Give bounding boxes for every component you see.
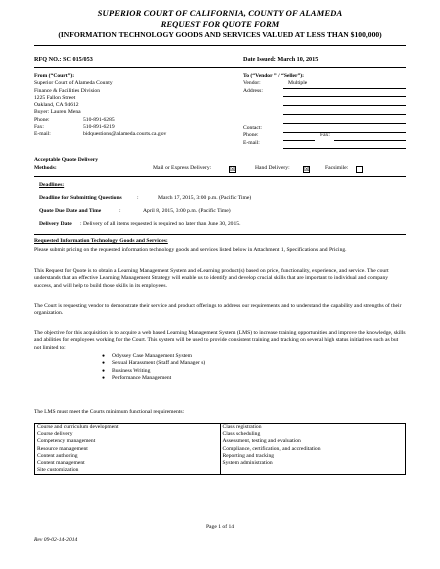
requested-heading: Requested Information Technology Goods and Services: <box>34 238 168 244</box>
deadlines-heading: Deadlines: <box>39 182 65 188</box>
rfq-number: RFQ NO.: SC 015/053 <box>34 56 93 63</box>
list-item: ● Performance Management <box>96 375 396 382</box>
deadlines-rule <box>34 234 406 235</box>
list-item: ● Sexual Harassment (Staff and Manager s) <box>96 360 396 367</box>
from-line: Finance & Facilities Division <box>34 87 101 94</box>
from-email[interactable]: bidquestions@alameda.courts.ca.gov <box>83 131 167 138</box>
requirement-item: Resource management <box>37 445 88 452</box>
vendor-label: Vendor: <box>243 80 261 87</box>
to-fax-field-line[interactable] <box>334 140 406 141</box>
requirements-left-cell <box>35 424 221 475</box>
from-phone-label: Phone: <box>34 116 50 123</box>
from-line: Superior Court of Alameda County <box>34 80 113 87</box>
requirement-item: Reporting and tracking <box>222 452 275 459</box>
to-email-field-line[interactable] <box>283 148 406 149</box>
table-row <box>35 424 406 475</box>
rfq-form-page: SUPERIOR COURT OF CALIFORNIA, COUNTY OF ALAMEDA REQUEST FOR QUOTE FORM (INFORMATION TECHNOLOGY GOODS AND SERVICES VALUED AT LESS THAN $100,000) RFQ NO.: SC 015/053 Date Issued: March 10, 2015 From (“Court”): Superior Court of Alameda County Finance & Facilities Division 1225 Fallon Street Oakland, CA 94612 Buyer: Lauren Mena Phone: 510-891-6285 Fax: 510-891-6219 E-mail: bidquestions@alameda.courts.ca.gov To (“Vendor ” / “Seller”): Vendor: Multiple Address: Contact: Phone: Fax: E-mail: Acceptable Quote Delivery Methods: Mail or Express Delivery: ☒ Hand Delivery: ☒ Facsimile: Deadlines: Deadline for Submitting Questions : March 17, 2015, 3:00 p.m. (Pacific Time) Quote Due Date and Time : April 8, 2015, 3:00 p.m. (Pacific Time) Delivery Date : Delivery of all items requested is required no later than June 30, 2015. Requested Information Technology Goods and Services: Please submit pricing on the requested information technology goods and services listed below in Attachment 1, Specifications and Pricing. This Request for Quote is to obtain a Learning Management System and eLearning product(s) based on price, functionality, experience, and service. The court understands that an effective Learning Management Strategy will enable us to identify and develop crucial skills that are important to individual and company success, and will help to build those skills in its employees. The Court is requesting vendor to demonstrate their service and product offerings to address our requirements and to understand the capability and strengths of their organization. The objective for this acquisition is to acquire a web based Learning Management System (LMS) to increase training opportunities and improve the knowledge, skills and abilities for employees working for the Court. This system will be used to provide consistent training and tracking on several high status initiatives such as but not limited to: ● Odyssey Case Management System ● Sexual Harassment (Staff and Manager s) ● Business Writing ● Performance Management The LMS must meet the Courts minimum functional requirements: Course and curriculum development Course delivery Competency management Resource management Content authoring Content management Site customization Class registration Class scheduling Assessment, testing and evaluation Compliance, certification, and accreditation Reporting and tracking System administration Page 1 of 14 Rev 09-02-14-2014 <box>0 0 440 569</box>
questions-deadline-label: Deadline for Submitting Questions <box>39 195 122 201</box>
vendor-value[interactable]: Multiple <box>288 80 308 87</box>
hand-delivery-checkbox[interactable]: ☒ <box>304 167 310 173</box>
requirement-item: System administration <box>222 460 273 467</box>
revision-label: Rev 09-02-14-2014 <box>34 537 78 543</box>
requirements-right-cell <box>220 424 406 475</box>
to-phone-label: Phone: <box>243 132 259 138</box>
mail-delivery-checkbox[interactable]: ☒ <box>230 167 236 173</box>
requirement-item: Course and curriculum development <box>37 424 119 430</box>
delivery-date-label: Delivery Date <box>39 221 72 227</box>
mail-delivery-label: Mail or Express Delivery: <box>153 165 212 171</box>
address-field-line[interactable] <box>283 105 406 106</box>
questions-deadline-value: March 17, 2015, 3:00 p.m. (Pacific Time) <box>158 195 252 201</box>
delivery-methods-heading-2: Methods: <box>34 165 57 171</box>
requirement-item: Content authoring <box>37 452 78 459</box>
from-heading: From (“Court”): <box>34 73 75 79</box>
from-phone: 510-891-6285 <box>83 116 115 123</box>
requirement-item: Course delivery <box>37 431 73 438</box>
to-heading: To (“Vendor ” / “Seller”): <box>243 73 305 79</box>
requirement-item: Compliance, certification, and accreditation <box>222 445 321 452</box>
requirements-intro: The LMS must meet the Courts minimum functional requirements: <box>34 409 185 415</box>
delivery-date-value: : Delivery of all items requested is required no later than June 30, 2015. <box>80 221 241 227</box>
list-item: ● Business Writing <box>96 368 396 375</box>
contact-field-line[interactable] <box>283 132 406 133</box>
form-title: REQUEST FOR QUOTE FORM <box>160 19 280 29</box>
header-rule <box>34 45 406 46</box>
from-line: 1225 Fallon Street <box>34 94 76 101</box>
pricing-paragraph: Please submit pricing on the requested information technology goods and services listed below in Attachment 1, Specifications and Pricing. <box>34 247 347 253</box>
page-number: Page 1 of 14 <box>205 524 235 530</box>
demonstration-paragraph: The Court is requesting vendor to demonstrate their service and product offerings to address our requirements and to understand the capability and strengths of their organization. <box>34 303 402 317</box>
delivery-rule <box>34 176 406 177</box>
from-email-label: E-mail: <box>34 131 51 138</box>
from-fax-label: Fax: <box>34 124 44 131</box>
address-field-line[interactable] <box>283 114 406 115</box>
address-field-line[interactable] <box>283 96 406 97</box>
list-item: ● Odyssey Case Management System <box>96 353 396 360</box>
requirement-item: Class registration <box>222 424 262 430</box>
requirement-item: Class scheduling <box>222 431 261 438</box>
rfq-rule <box>34 67 406 68</box>
requirement-item: Assessment, testing and evaluation <box>222 438 301 445</box>
vendor-field-line <box>283 88 406 89</box>
objective-paragraph: The objective for this acquisition is to acquire a web based Learning Management System (LMS) to increase training opportunities and improve the knowledge, skills and abilities for employees working for the Court. This system will be used to provide consistent training and tracking on several high status initiatives such as but not limited to: <box>34 330 406 351</box>
address-field-line[interactable] <box>283 123 406 124</box>
form-subtitle: (INFORMATION TECHNOLOGY GOODS AND SERVICES VALUED AT LESS THAN $100,000) <box>58 30 382 39</box>
from-block <box>34 73 234 139</box>
requirements-table <box>34 423 406 475</box>
requirement-item: Site customization <box>37 467 79 474</box>
quote-due-label: Quote Due Date and Time <box>39 208 102 214</box>
contact-label: Contact: <box>243 124 262 131</box>
to-phone-field-line[interactable] <box>283 140 315 141</box>
requirement-item: Competency management <box>37 438 96 445</box>
requirement-item: Content management <box>37 460 85 467</box>
address-label: Address: <box>243 88 263 94</box>
facsimile-label: Facsimile: <box>325 165 349 171</box>
delivery-methods-heading: Acceptable Quote Delivery <box>34 157 98 163</box>
from-line: Oakland, CA 94612 <box>34 102 79 109</box>
initiatives-list <box>96 353 396 382</box>
hand-delivery-label: Hand Delivery: <box>255 165 290 171</box>
quote-due-value: April 8, 2015, 3:00 p.m. (Pacific Time) <box>143 208 231 214</box>
date-issued: Date Issued: March 10, 2015 <box>243 56 319 63</box>
to-fax-label: Fax: <box>320 132 330 138</box>
from-fax: 510-891-6219 <box>83 124 115 131</box>
court-title: SUPERIOR COURT OF CALIFORNIA, COUNTY OF ALAMEDA <box>97 8 343 18</box>
to-email-label: E-mail: <box>243 140 260 146</box>
purpose-paragraph: This Request for Quote is to obtain a Learning Management System and eLearning product(s) based on price, functionality, experience, and service. The court understands that an effective Learning Management Strategy will enable us to identify and develop crucial skills that are important to individual and company success, and will help to build those skills in its employees. <box>34 268 389 289</box>
facsimile-checkbox[interactable] <box>356 166 363 173</box>
from-line: Buyer: Lauren Mena <box>34 109 81 116</box>
